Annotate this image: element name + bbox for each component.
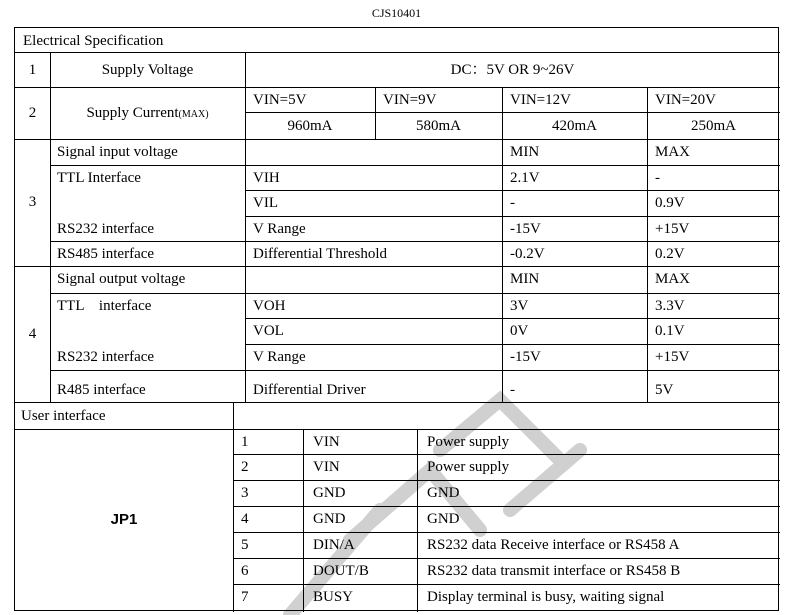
- pin-signal: GND: [313, 485, 346, 501]
- max-header: MAX: [655, 271, 691, 287]
- spec-min: -: [510, 382, 515, 398]
- pin-signal: DOUT/B: [313, 563, 369, 579]
- pin-number: 6: [241, 563, 249, 579]
- spec-param: Differential Threshold: [253, 246, 387, 262]
- spec-label: Signal output voltage: [57, 271, 186, 287]
- pin-description: GND: [427, 485, 460, 501]
- spec-max: 0.1V: [655, 323, 685, 339]
- spec-label: TTL interface: [57, 298, 152, 314]
- pin-signal: VIN: [313, 434, 340, 450]
- spec-param: Differential Driver: [253, 382, 366, 398]
- spec-max: -: [655, 170, 660, 186]
- spec-min: -15V: [510, 221, 541, 237]
- pin-number: 2: [241, 459, 249, 475]
- vin-label: VIN=9V: [383, 92, 437, 108]
- spec-max: +15V: [655, 221, 690, 237]
- pin-number: 7: [241, 589, 249, 605]
- spec-label: Signal input voltage: [57, 144, 178, 160]
- spec-param: VOH: [253, 298, 286, 314]
- min-header: MIN: [510, 144, 540, 160]
- spec-label: RS232 interface: [57, 349, 155, 365]
- current-value: 580mA: [416, 118, 461, 134]
- supply-current-label-text: Supply Current: [86, 105, 179, 121]
- spec-param: V Range: [253, 349, 306, 365]
- pin-description: Power supply: [427, 459, 510, 475]
- pin-description: GND: [427, 511, 460, 527]
- vin-label: VIN=12V: [510, 92, 571, 108]
- supply-current-label-suffix: (MAX): [178, 109, 209, 120]
- document-code: CJS10401: [371, 6, 422, 20]
- spec-param: V Range: [253, 221, 306, 237]
- pin-description: RS232 data Receive interface or RS458 A: [427, 537, 680, 553]
- spec-min: -0.2V: [510, 246, 545, 262]
- pin-number: 3: [241, 485, 249, 501]
- pin-description: Display terminal is busy, waiting signal: [427, 589, 665, 605]
- spec-max: 5V: [655, 382, 674, 398]
- supply-current-label: [50, 104, 245, 124]
- spec-label: RS485 interface: [57, 246, 155, 262]
- row-number: 4: [28, 326, 37, 342]
- spec-label: RS232 interface: [57, 221, 155, 237]
- spec-min: 2.1V: [510, 170, 540, 186]
- spec-max: 0.2V: [655, 246, 685, 262]
- min-header: MIN: [510, 271, 540, 287]
- max-header: MAX: [655, 144, 691, 160]
- pin-signal: DIN/A: [313, 537, 355, 553]
- pin-description: RS232 data transmit interface or RS458 B: [427, 563, 681, 579]
- spec-param: VIL: [253, 195, 278, 211]
- current-value: 420mA: [552, 118, 597, 134]
- supply-voltage-label: Supply Voltage: [101, 62, 194, 78]
- spec-table: [14, 27, 779, 611]
- current-value: 960mA: [287, 118, 333, 134]
- pin-signal: VIN: [313, 459, 340, 475]
- pin-signal: GND: [313, 511, 346, 527]
- current-value: 250mA: [691, 118, 736, 134]
- spec-max: 0.9V: [655, 195, 685, 211]
- spec-min: -: [510, 195, 515, 211]
- supply-voltage-value: DC：5V OR 9~26V: [450, 62, 575, 78]
- spec-label: R485 interface: [57, 382, 146, 398]
- row-number: 1: [28, 62, 37, 78]
- pin-number: 5: [241, 537, 249, 553]
- pin-number: 1: [241, 434, 249, 450]
- pin-number: 4: [241, 511, 249, 527]
- row-number: 2: [28, 105, 37, 121]
- electrical-heading: Electrical Specification: [23, 33, 164, 49]
- spec-max: 3.3V: [655, 298, 685, 314]
- vin-label: VIN=20V: [655, 92, 716, 108]
- user-interface-heading: User interface: [21, 408, 106, 424]
- spec-min: 3V: [510, 298, 529, 314]
- pin-description: Power supply: [427, 434, 510, 450]
- spec-param: VOL: [253, 323, 284, 339]
- vin-label: VIN=5V: [253, 92, 307, 108]
- connector-label: JP1: [110, 511, 138, 528]
- spec-param: VIH: [253, 170, 280, 186]
- spec-min: 0V: [510, 323, 529, 339]
- row-number: 3: [28, 194, 37, 210]
- pin-signal: BUSY: [313, 589, 354, 605]
- spec-label: TTL Interface: [57, 170, 141, 186]
- spec-min: -15V: [510, 349, 541, 365]
- spec-max: +15V: [655, 349, 690, 365]
